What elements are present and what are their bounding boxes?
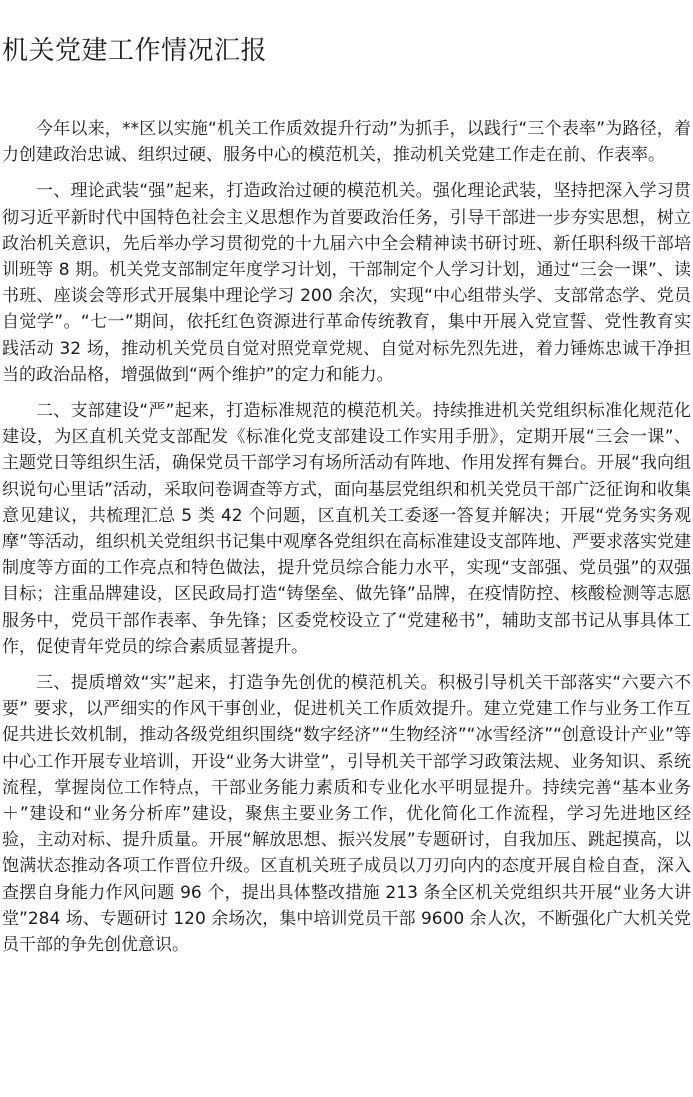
document-title: 机关党建工作情况汇报: [2, 36, 268, 66]
paragraph-text: 积极引导机关干部落实“六要六不要” 要求，以严细实的作风干事创业，促进机关工作质效提升。建立党建工作与业务工作互促共进长效机制，推动各级党组织围绕“数字经济”“生物经济”“冰雪经济”“创意设计产业”等中心工作开展专业培训，开设“业务大讲堂”，引导机关干部学习政策法规、业务知识、系统流程，掌握岗位工作特点，干部业务能力素质和专业化水平明显提升。持续完善“基本业务＋”建设和“业务分析库”建设，聚焦主要业务工作，优化简化工作流程，学习先进地区经验，主动对标、提升质量。开展“解放思想、振兴发展”专题研讨，自我加压、跳起摸高，以饱满状态推动各项工作晋位升级。区直机关班子成员以刀刃向内的态度开展自检自查，深入查摆自身能力作风问题 96 个，提出具体整改措施 213 条全区机关党组织共开展“业务大讲堂”284 场、专题研讨 120 余场次，集中培训党员干部 9600 余人次，不断强化广大机关党员干部的争先创优意识。: [2, 673, 691, 956]
section-1-paragraph: [2, 178, 691, 388]
section-2-heading: 二、支部建设“严”起来，打造标准规范的模范机关。: [36, 401, 433, 422]
section-3-heading: 三、提质增效“实”起来，打造争先创优的模范机关。: [36, 673, 439, 694]
paragraph-text: 持续推进机关党组织标准化规范化建设，为区直机关党支部配发《标准化党支部建设工作实用手册》，定期开展“三会一课”、主题党日等组织生活，确保党员干部学习有场所活动有阵地、作用发挥有舞台。开展“我向组织说句心里话”活动，采取问卷调查等方式，面向基层党组织和机关党员干部广泛征询和收集意见建议，共梳理汇总 5 类 42 个问题，区直机关工委逐一答复并解决；开展“党务实务观摩”等活动，组织机关党组织书记集中观摩各党组织在高标准建设支部阵地、严要求落实党建制度等方面的工作亮点和特色做法，提升党员综合能力水平，实现“支部强、党员强”的双强目标；注重品牌建设，区民政局打造“铸堡垒、做先锋”品牌，在疫情防控、核酸检测等志愿服务中，党员干部作表率、争先锋；区委党校设立了“党建秘书”，辅助支部书记从事具体工作，促使青年党员的综合素质显著提升。: [2, 401, 691, 657]
section-2-paragraph: [2, 398, 691, 660]
section-1-heading: 一、理论武装“强”起来，打造政治过硬的模范机关。: [36, 181, 433, 202]
paragraph-text: 强化理论武装，坚持把深入学习贯彻习近平新时代中国特色社会主义思想作为首要政治任务，引导干部进一步夯实思想，树立政治机关意识，先后举办学习贯彻党的十九届六中全会精神读书研讨班、新任职科级干部培训班等 8 期。机关党支部制定年度学习计划，干部制定个人学习计划，通过“三会一课”、读书班、座谈会等形式开展集中理论学习 200 余次，实现“中心组带头学、支部常态学、党员自觉学”。“七一”期间，依托红色资源进行革命传统教育，集中开展入党宣誓、党性教育实践活动 32 场，推动机关党员自觉对照党章党规、自觉对标先烈先进，着力锤炼忠诚干净担当的政治品格，增强做到“两个维护”的定力和能力。: [2, 181, 691, 385]
intro-paragraph: [2, 116, 691, 168]
section-3-paragraph: [2, 670, 691, 958]
document-body: [2, 116, 691, 968]
paragraph-text: 今年以来，**区以实施“机关工作质效提升行动”为抓手，以践行“三个表率”为路径，着力创建政治忠诚、组织过硬、服务中心的模范机关，推动机关党建工作走在前、作表率。: [2, 119, 691, 166]
